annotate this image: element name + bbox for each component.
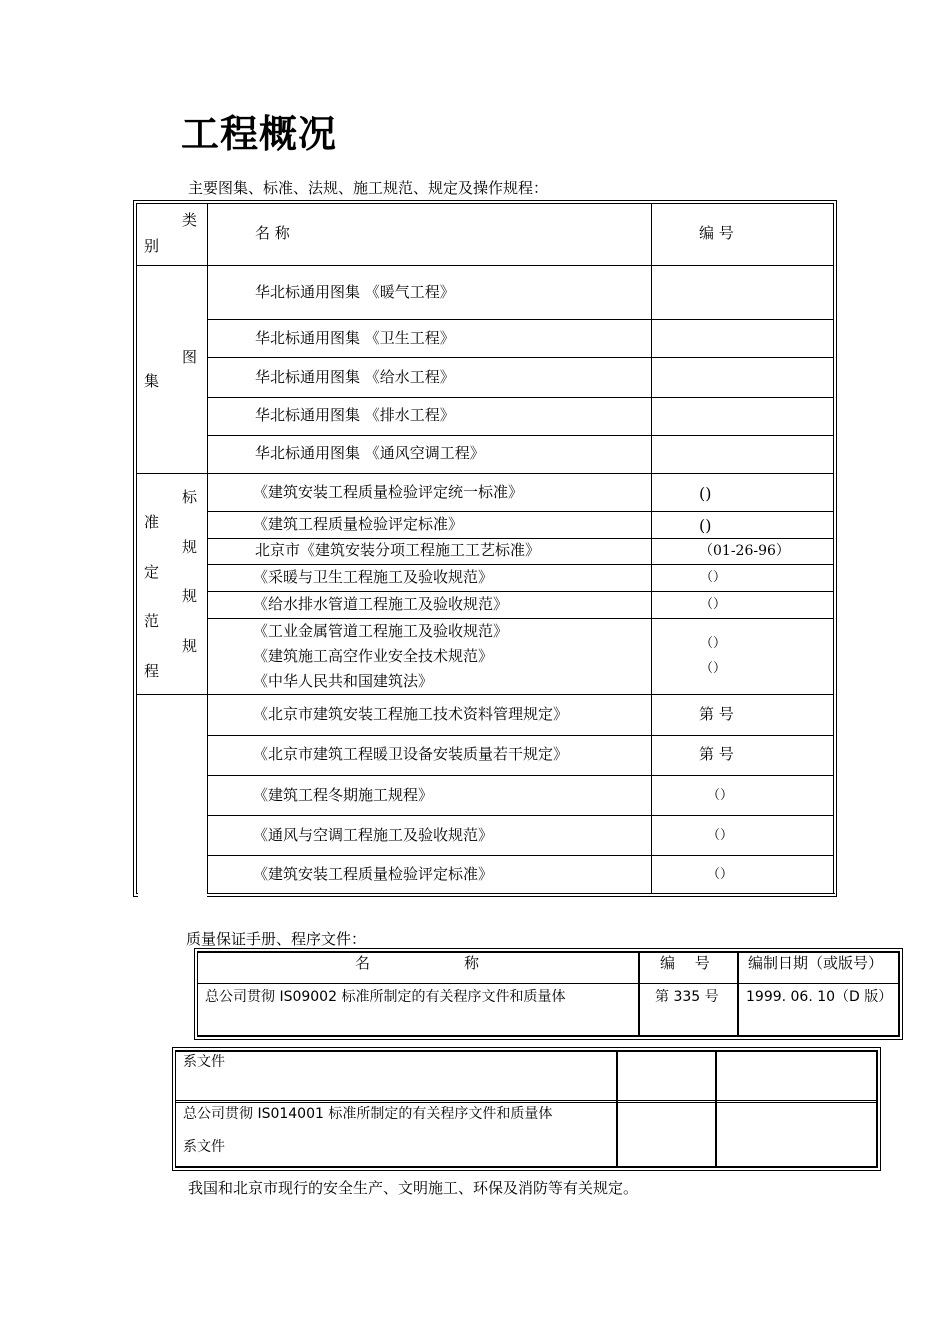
group2-category-left: 范 (144, 612, 160, 630)
table-row: 《北京市建筑安装工程施工技术资料管理规定》 (253, 705, 569, 723)
table-row: 《北京市建筑工程暖卫设备安装质量若干规定》 (253, 745, 569, 763)
group2-category-right: 规 (182, 637, 198, 655)
table-row-code: （） (707, 867, 734, 882)
table-row-code: 第 号 (699, 705, 734, 723)
table-row-code: （） (700, 636, 727, 651)
page-title: 工程概况 (181, 112, 338, 156)
table-row-date: 1999. 06. 10（D 版） (746, 989, 893, 1005)
table-row: 华北标通用图集 《暖气工程》 (255, 283, 455, 301)
header-name-b: 称 (464, 954, 480, 972)
group1-category-b: 集 (144, 372, 160, 390)
table-row-code: （） (707, 788, 734, 803)
table-row-code: () (699, 484, 712, 503)
table-row-code: () (699, 516, 712, 535)
table-row: 《工业金属管道工程施工及验收规范》 (253, 622, 509, 640)
header-date: 编制日期（或版号） (748, 954, 884, 972)
section-label: 质量保证手册、程序文件： (186, 930, 367, 948)
table-row: 《中华人民共和国建筑法》 (253, 672, 434, 690)
group2-category-right: 规 (182, 587, 198, 605)
table-row-code: （） (700, 661, 727, 676)
table-row: 华北标通用图集 《给水工程》 (255, 368, 455, 386)
header-category-b: 别 (144, 237, 160, 255)
header-name-a: 名 (355, 954, 371, 972)
footer-text: 我国和北京市现行的安全生产、文明施工、环保及消防等有关规定。 (188, 1179, 639, 1197)
table-row: 系文件 (183, 1054, 225, 1070)
table-row: 《建筑工程质量检验评定标准》 (253, 515, 464, 533)
table-row: 北京市《建筑安装分项工程施工工艺标准》 (255, 541, 541, 559)
group2-category-right: 规 (182, 538, 198, 556)
table-row-code: （01-26-96） (699, 543, 790, 559)
table-row: 《通风与空调工程施工及验收规范》 (253, 826, 494, 844)
table-row: 华北标通用图集 《排水工程》 (255, 406, 455, 424)
header-name: 名 称 (255, 224, 290, 242)
table-row: 《给水排水管道工程施工及验收规范》 (253, 595, 509, 613)
table-row-code: （） (700, 570, 727, 585)
table-row: 《建筑工程冬期施工规程》 (253, 786, 434, 804)
group2-category-left: 程 (144, 662, 160, 680)
group1-category-a: 图 (182, 348, 198, 366)
header-category-a: 类 (182, 211, 198, 229)
group2-category-left: 准 (144, 513, 160, 531)
table-row-code: 第 号 (699, 745, 734, 763)
table-row: 《建筑施工高空作业安全技术规范》 (253, 647, 494, 665)
group2-category-right: 标 (182, 488, 198, 506)
header-code: 编 号 (699, 224, 734, 242)
table-row-code: 第 335 号 (655, 989, 719, 1005)
table-row: 《采暖与卫生工程施工及验收规范》 (253, 568, 494, 586)
table-row-code: （） (707, 828, 734, 843)
header-code: 编 号 (660, 954, 710, 972)
table-row-code: （） (700, 597, 727, 612)
intro-text: 主要图集、标准、法规、施工规范、规定及操作规程： (188, 179, 549, 197)
table-row: 总公司贯彻 IS09002 标准所制定的有关程序文件和质量体 (205, 989, 566, 1005)
group2-category-left: 定 (144, 563, 160, 581)
table-row: 华北标通用图集 《卫生工程》 (255, 329, 455, 347)
table-row: 系文件 (183, 1139, 225, 1155)
table-row: 总公司贯彻 IS014001 标准所制定的有关程序文件和质量体 (183, 1106, 553, 1122)
table-row: 《建筑安装工程质量检验评定标准》 (253, 865, 494, 883)
table-row: 《建筑安装工程质量检验评定统一标准》 (253, 483, 524, 501)
table-row: 华北标通用图集 《通风空调工程》 (255, 444, 485, 462)
